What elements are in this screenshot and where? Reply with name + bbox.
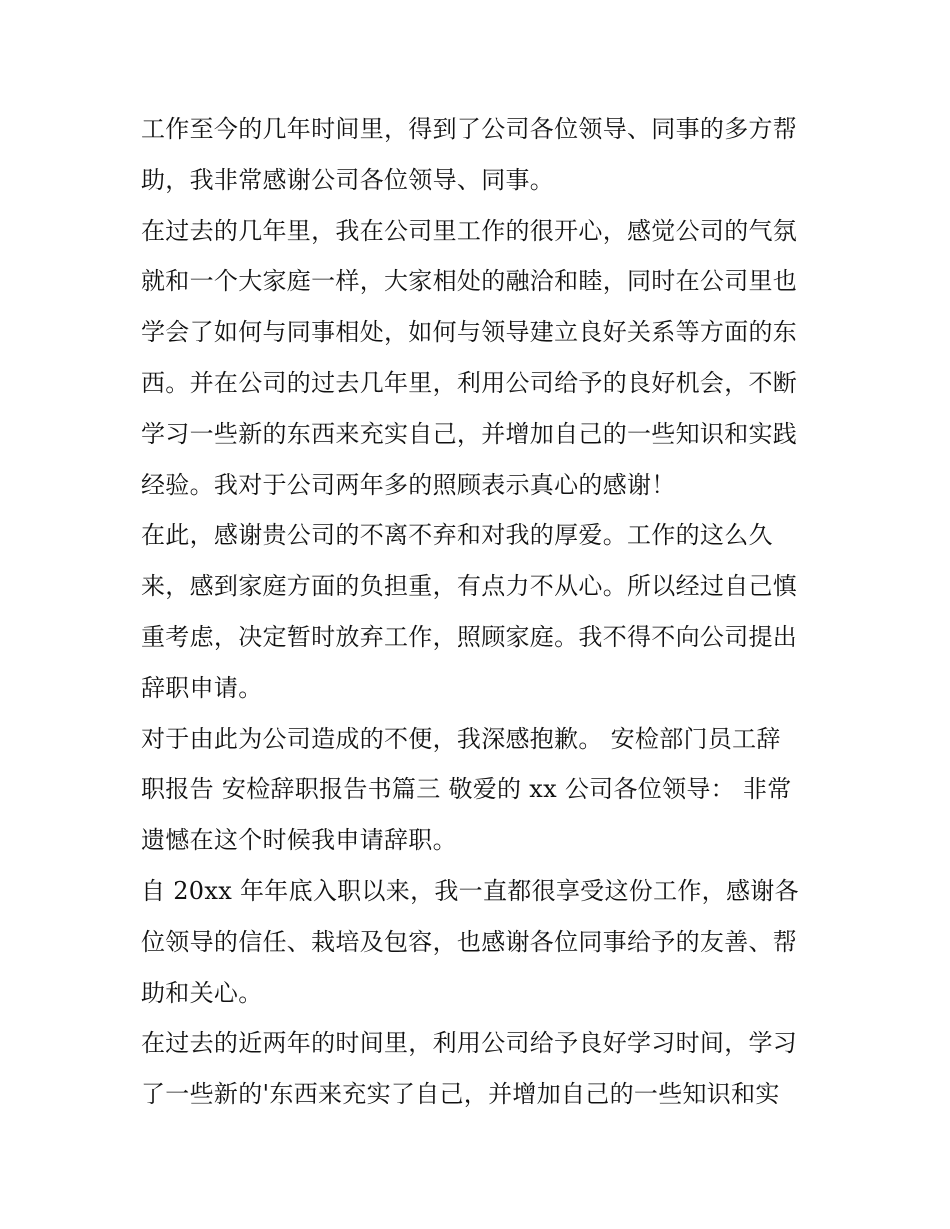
text-line: 在过去的几年里，我在公司里工作的很开心，感觉公司的气氛 — [141, 216, 798, 245]
text-line: 在过去的近两年的时间里，利用公司给予良好学习时间，学习 — [141, 1029, 798, 1058]
text-line: 工作至今的几年时间里，得到了公司各位领导、同事的多方帮 — [141, 115, 798, 143]
text-line: 职报告 安检辞职报告书篇三 敬爱的 xx 公司各位领导： 非常 — [141, 775, 792, 804]
text-line: 就和一个大家庭一样，大家相处的融洽和睦，同时在公司里也 — [141, 267, 798, 296]
text-line: 对于由此为公司造成的不便，我深感抱歉。 安检部门员工辞 — [141, 724, 781, 753]
text-line: 来，感到家庭方面的负担重，有点力不从心。所以经过自己慎 — [141, 572, 798, 601]
document-body — [141, 104, 821, 1120]
text-line: 助和关心。 — [141, 978, 263, 1007]
text-line: 遗憾在这个时候我申请辞职。 — [141, 826, 457, 855]
text-line: 经验。我对于公司两年多的照顾表示真心的感谢！ — [141, 470, 676, 499]
text-line: 西。并在公司的过去几年里，利用公司给予的良好机会，不断 — [141, 368, 798, 397]
text-line: 学会了如何与同事相处，如何与领导建立良好关系等方面的东 — [141, 318, 798, 347]
text-line: 在此，感谢贵公司的不离不弃和对我的厚爱。工作的这么久 — [141, 521, 773, 550]
text-line: 学习一些新的东西来充实自己，并增加自己的一些知识和实践 — [141, 419, 798, 448]
text-line: 了一些新的'东西来充实了自己，并增加自己的一些知识和实 — [141, 1080, 780, 1109]
text-line: 自 20xx 年年底入职以来，我一直都很享受这份工作，感谢各 — [141, 876, 799, 905]
text-line: 助，我非常感谢公司各位领导、同事。 — [141, 165, 555, 194]
text-line: 重考虑，决定暂时放弃工作，照顾家庭。我不得不向公司提出 — [141, 622, 798, 651]
text-line: 位领导的信任、栽培及包容，也感谢各位同事给予的友善、帮 — [141, 927, 798, 956]
text-line: 辞职申请。 — [141, 673, 263, 702]
